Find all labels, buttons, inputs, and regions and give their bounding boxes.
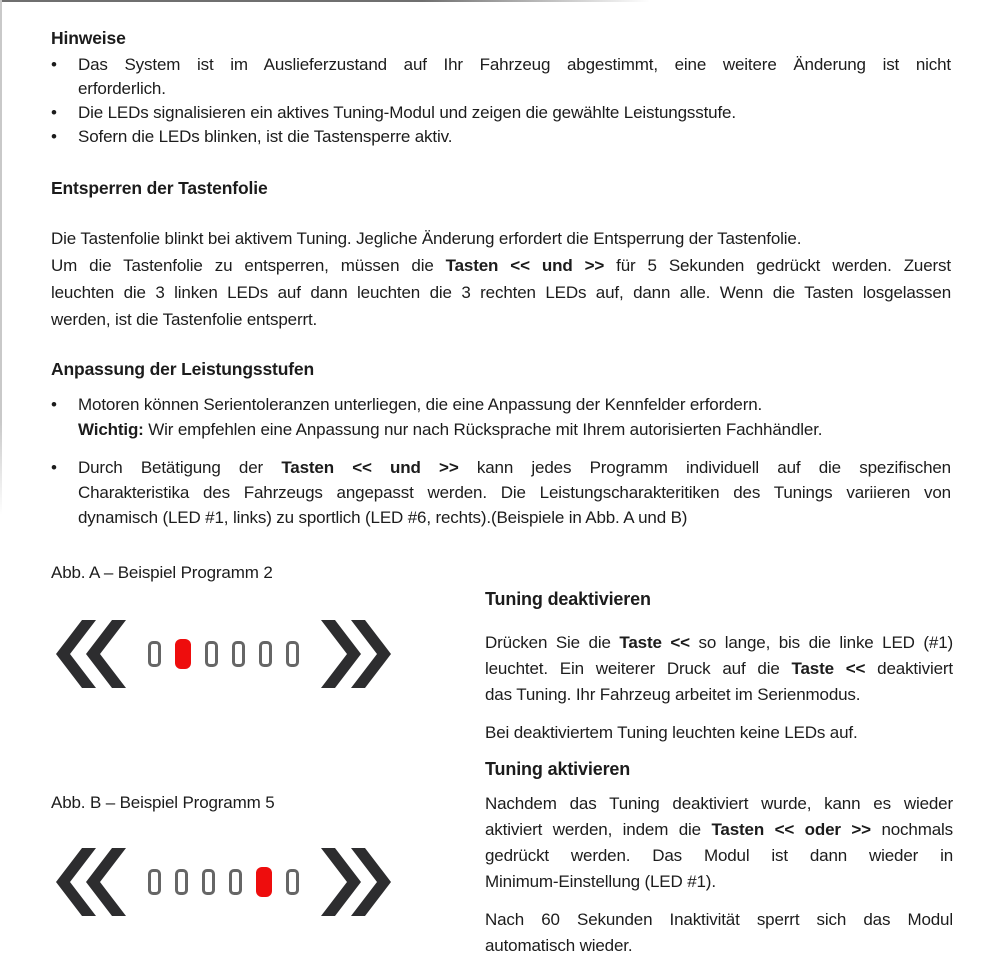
double-chevron-right-icon [321, 620, 391, 688]
figure-a-led-panel [56, 620, 391, 688]
text-line: werden, ist die Tastenfolie entsperrt. [51, 310, 318, 329]
text-line: Sofern die LEDs blinken, ist die Tastensperre aktiv. [78, 127, 453, 146]
figure-b-led-panel [56, 848, 391, 916]
led-off [286, 869, 299, 895]
section-title-entsperren: Entsperren der Tastenfolie [51, 178, 268, 198]
hinweise-bullet-list [51, 53, 951, 149]
bullet-text [78, 53, 951, 101]
led-on [256, 867, 272, 897]
list-item [51, 101, 951, 125]
text-line: automatisch wieder. [485, 936, 633, 955]
led-strip [148, 639, 299, 669]
led-off [259, 641, 272, 667]
led-off [148, 641, 161, 667]
text-line: leuchtet. Ein weiterer Druck auf die Taste << deaktiviert [485, 659, 953, 678]
list-item [51, 125, 951, 149]
double-chevron-left-icon [56, 848, 126, 916]
heading-tuning-deaktivieren: Tuning deaktivieren [485, 589, 651, 609]
text-line: leuchten die 3 linken LEDs auf dann leuchten die 3 rechten LEDs auf, dann alle. Wenn die Tasten losgelassen [51, 283, 951, 302]
bullet-text [78, 101, 951, 125]
text-line: Das System ist im Auslieferzustand auf Ihr Fahrzeug abgestimmt, eine weitere Änderung ist nicht [78, 55, 951, 74]
figure-b-caption: Abb. B – Beispiel Programm 5 [51, 793, 275, 812]
led-strip [148, 867, 299, 897]
led-off [202, 869, 215, 895]
paragraph [485, 907, 953, 959]
double-chevron-left-icon [56, 620, 126, 688]
text-line: Die LEDs signalisieren ein aktives Tuning-Modul und zeigen die gewählte Leistungsstufe. [78, 103, 736, 122]
bullet-text [78, 392, 951, 442]
bullet-marker: • [51, 395, 57, 414]
led-off [148, 869, 161, 895]
led-off [175, 869, 188, 895]
led-off [286, 641, 299, 667]
paragraph [485, 720, 953, 746]
section-title-hinweise: Hinweise [51, 28, 126, 48]
paragraph [51, 225, 951, 252]
led-off [229, 869, 242, 895]
text-line: Drücken Sie die Taste << so lange, bis die linke LED (#1) [485, 633, 954, 652]
top-section [51, 27, 951, 540]
paragraph [485, 630, 953, 708]
paragraph [51, 252, 951, 333]
list-item [51, 392, 951, 442]
text-line: dynamisch (LED #1, links) zu sportlich (LED #6, rechts).(Beispiele in Abb. A und B) [78, 508, 688, 527]
led-off [205, 641, 218, 667]
text-line: gedrückt werden. Das Modul ist dann wieder in [485, 846, 953, 865]
bullet-text [78, 125, 951, 149]
text-line: das Tuning. Ihr Fahrzeug arbeitet im Serienmodus. [485, 685, 861, 704]
text-line: Motoren können Serientoleranzen unterliegen, die eine Anpassung der Kennfelder erfordern. [78, 395, 763, 414]
heading-tuning-aktivieren: Tuning aktivieren [485, 759, 631, 779]
bullet-marker: • [51, 127, 57, 146]
figure-a-caption: Abb. A – Beispiel Programm 2 [51, 563, 273, 582]
figures-section [51, 540, 954, 975]
text-line: Minimum-Einstellung (LED #1). [485, 872, 716, 891]
section-title-anpassung: Anpassung der Leistungsstufen [51, 359, 315, 379]
paragraph [485, 791, 953, 895]
text-line: Durch Betätigung der Tasten << und >> kann jedes Programm individuell auf die spezifischen [78, 458, 951, 477]
right-column [485, 588, 953, 971]
text-line: Wichtig: Wir empfehlen eine Anpassung nur nach Rücksprache mit Ihrem autorisierten Fachhändler. [78, 420, 823, 439]
text-line: Charakteristika des Fahrzeugs angepasst werden. Die Leistungscharakteritiken des Tunings variieren von [78, 483, 951, 502]
text-line: Die Tastenfolie blinkt bei aktivem Tuning. Jegliche Änderung erfordert die Entsperrung der Tastenfolie. [51, 229, 802, 248]
scan-edge-top [0, 0, 650, 2]
list-item [51, 455, 951, 530]
text-line: erforderlich. [78, 79, 166, 98]
bullet-marker: • [51, 55, 57, 74]
led-on [175, 639, 191, 669]
text-line: aktiviert werden, indem die Tasten << oder >> nochmals [485, 820, 953, 839]
anpassung-bullet-list [51, 392, 951, 530]
text-line: Bei deaktiviertem Tuning leuchten keine LEDs auf. [485, 723, 858, 742]
bullet-marker: • [51, 103, 57, 122]
bullet-text [78, 455, 951, 530]
double-chevron-right-icon [321, 848, 391, 916]
text-line: Nachdem das Tuning deaktiviert wurde, kann es wieder [485, 794, 953, 813]
list-item [51, 53, 951, 101]
text-line: Um die Tastenfolie zu entsperren, müssen die Tasten << und >> für 5 Sekunden gedrückt werden. Zuerst [51, 256, 951, 275]
led-off [232, 641, 245, 667]
text-line: Nach 60 Sekunden Inaktivität sperrt sich das Modul [485, 910, 953, 929]
bullet-marker: • [51, 458, 57, 477]
scan-edge-left [0, 0, 2, 515]
